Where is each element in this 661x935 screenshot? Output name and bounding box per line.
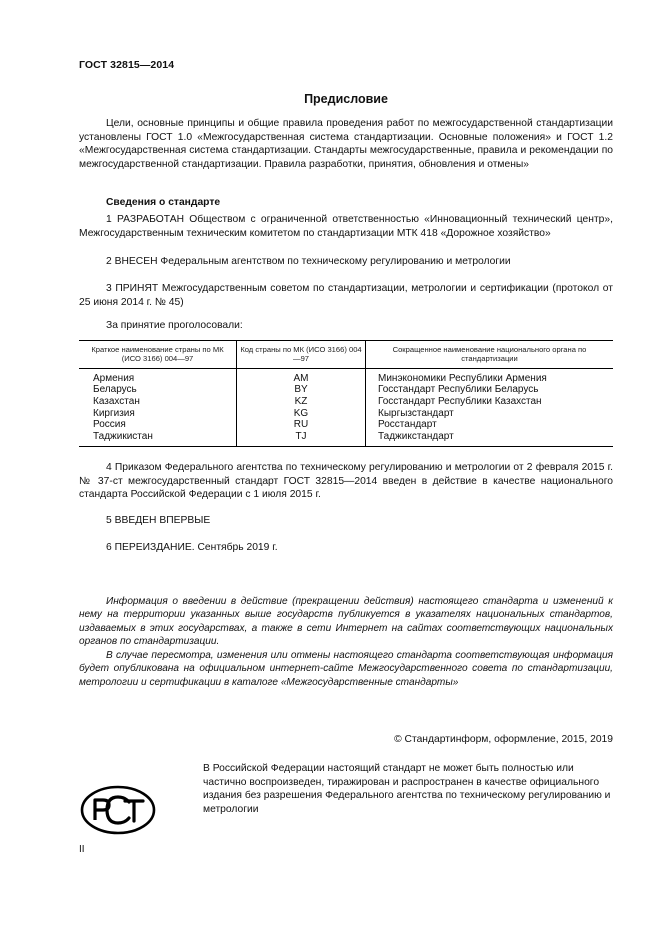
info-paragraph-2: В случае пересмотра, изменения или отмены настоящего стандарта соответствующая информация будет опубликована на официальном интернет-сайте Межгосударственного совета по стандартизации, метрологии и сертификации в каталоге «Межгосударственные стандарты» [79, 650, 613, 688]
item-order: 4 Приказом Федерального агентства по техническому регулированию и метрологии от 2 февраля 2015 г. № 37-ст межгосударственный стандарт ГОСТ 32815—2014 введен в действие в качестве национального стандарта Российской Федерации с 1 июля 2015 г. [79, 462, 613, 501]
legal-notice: В Российской Федерации настоящий стандарт не может быть полностью или частично воспроизведен, тиражирован и распространен в качестве официального издания без разрешения Федерального агентства по техническому регулированию и метрологии [203, 763, 611, 815]
country-code: RU [237, 419, 366, 431]
country-code: BY [237, 384, 366, 396]
table-header-code: Код страны по МК (ИСО 3166) 004—97 [237, 341, 366, 369]
voted-label: За принятие проголосовали: [106, 320, 243, 331]
page-number: II [79, 844, 85, 855]
page-title: Предисловие [304, 92, 388, 106]
table-row [79, 368, 613, 384]
standards-body: Таджикстандарт [366, 431, 614, 447]
standards-body: Минэкономики Республики Армения [366, 368, 614, 384]
standards-body: Росстандарт [366, 419, 614, 431]
table-row [79, 431, 613, 447]
country-name: Армения [93, 372, 135, 384]
country-name: Казахстан [93, 396, 140, 407]
item-reissue: 6 ПЕРЕИЗДАНИЕ. Сентябрь 2019 г. [106, 542, 278, 553]
country-name: Россия [93, 419, 126, 431]
section-heading: Сведения о стандарте [106, 197, 221, 208]
intro-paragraph: Цели, основные принципы и общие правила проведения работ по межгосударственной стандартизации установлены ГОСТ 1.0 «Межгосударственная система стандартизации. Основные положения» и ГОСТ 1.2 «Межгосударственная система стандартизации. Стандарты межгосударственные, правила и рекомендации по межгосударственной стандартизации. Правила разработки, принятия, обновления и отмены» [79, 118, 613, 170]
country-code: KZ [237, 396, 366, 408]
standards-body: Кыргызстандарт [366, 408, 614, 420]
country-code: TJ [237, 431, 366, 447]
table-header-body: Сокращенное наименование национального органа по стандартизации [366, 341, 614, 369]
table-row [79, 396, 613, 408]
gost-r-certification-logo-icon [79, 784, 157, 836]
standards-body: Госстандарт Республики Казахстан [366, 396, 614, 408]
country-name: Таджикистан [79, 431, 237, 447]
voting-countries-table [79, 340, 613, 447]
item-introduced: 2 ВНЕСЕН Федеральным агентством по техническому регулированию и метрологии [106, 256, 511, 267]
standards-body: Госстандарт Республики Беларусь [366, 384, 614, 396]
item-first: 5 ВВЕДЕН ВПЕРВЫЕ [106, 515, 211, 526]
rst-logo-svg [79, 784, 157, 836]
country-name: Киргизия [93, 407, 135, 419]
doc-number-header: ГОСТ 32815—2014 [79, 59, 175, 71]
table-row [79, 384, 613, 396]
table-row [79, 408, 613, 420]
item-adopted: 3 ПРИНЯТ Межгосударственным советом по стандартизации, метрологии и сертификации (протокол от 25 июня 2014 г. № 45) [79, 283, 613, 308]
country-code: KG [237, 408, 366, 420]
country-code: AM [237, 368, 366, 384]
table-header-country: Краткое наименование страны по МК (ИСО 3166) 004—97 [79, 341, 237, 369]
copyright: © Стандартинформ, оформление, 2015, 2019 [394, 734, 613, 745]
item-developed: 1 РАЗРАБОТАН Обществом с ограниченной ответственностью «Инновационный технический центр», Межгосударственным техническим комитетом по стандартизации МТК 418 «Дорожное хозяйство» [79, 214, 613, 239]
country-name: Беларусь [93, 384, 137, 396]
info-paragraph-1: Информация о введении в действие (прекращении действия) настоящего стандарта и изменений к нему на территории указанных выше государств публикуется в указателях национальных стандартов, издаваемых в этих государствах, а также в сети Интернет на сайтах соответствующих национальных органов по стандартизации. [79, 596, 613, 648]
table-row [79, 419, 613, 431]
